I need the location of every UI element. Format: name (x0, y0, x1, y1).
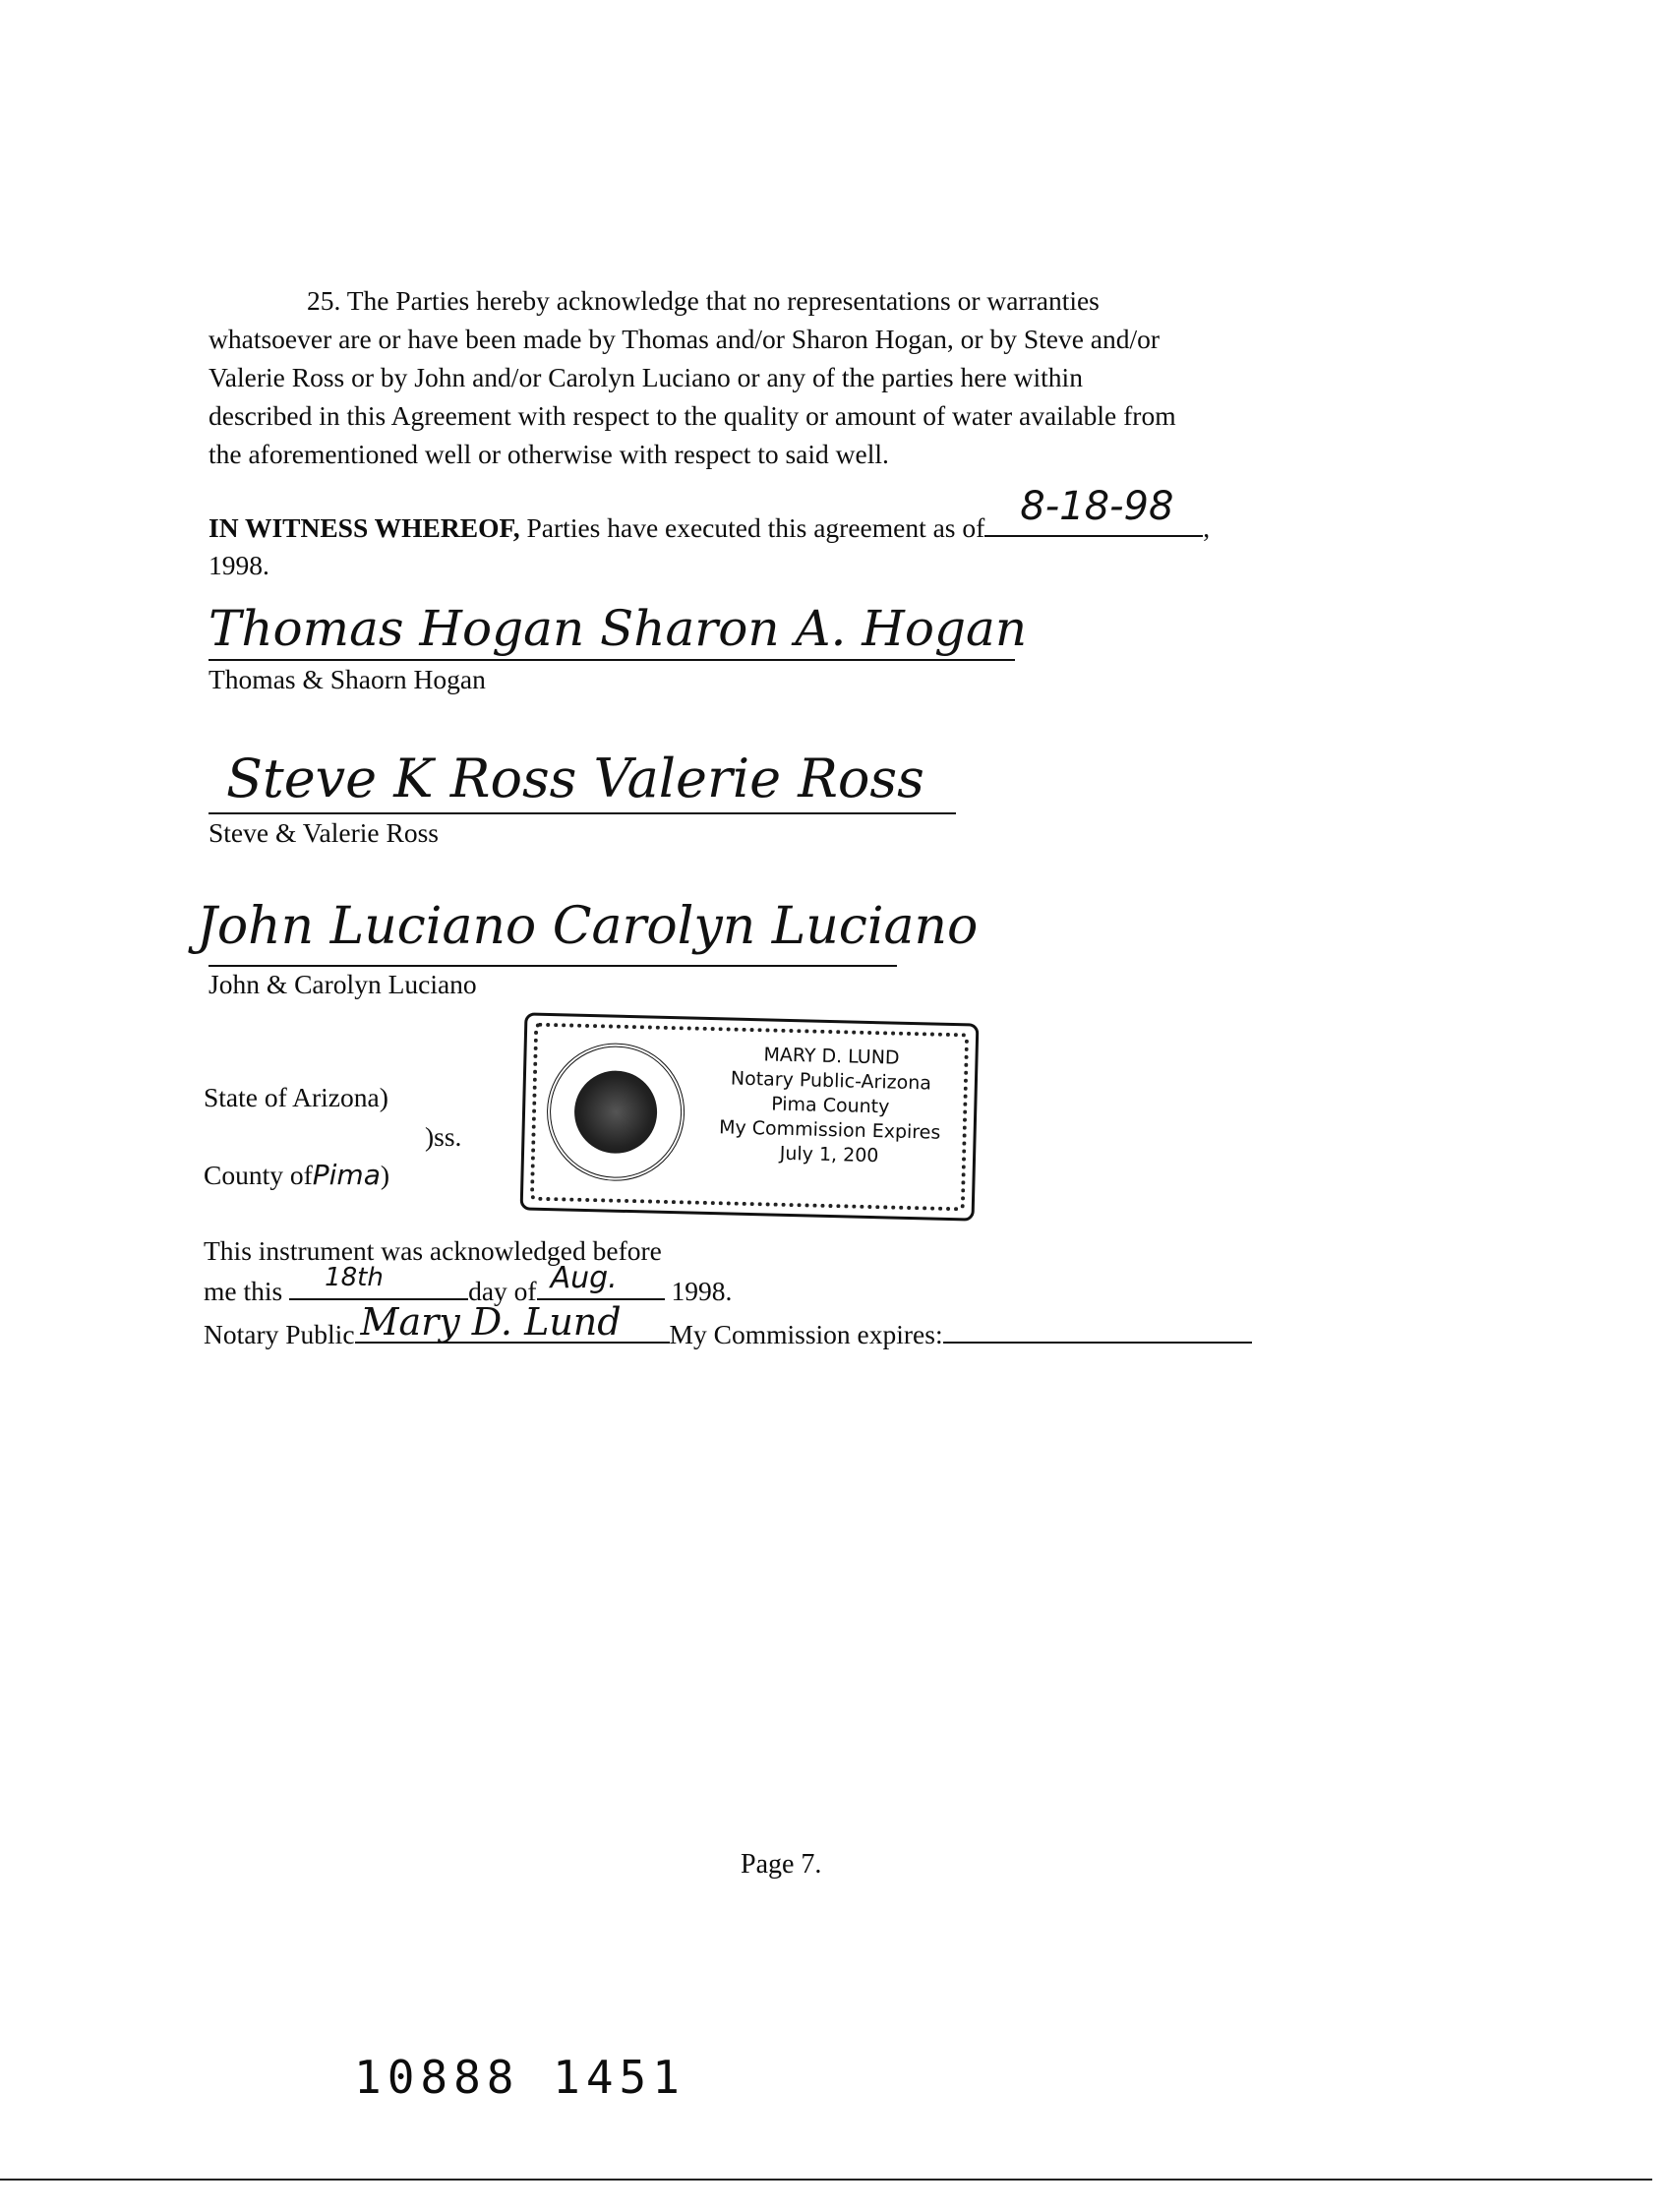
party-printed-name: Steve & Valerie Ross (208, 817, 439, 848)
ross-signatures: Steve K Ross Valerie Ross (226, 747, 924, 809)
execution-date-field (984, 484, 1203, 537)
clause-line: 25. The Parties hereby acknowledge that no representations or warranties (307, 285, 1100, 316)
witness-year: 1998. (208, 550, 269, 580)
notary-signature: Mary D. Lund (360, 1300, 622, 1344)
party-printed-name: Thomas & Shaorn Hogan (208, 664, 486, 694)
bottom-rule (0, 2179, 1652, 2181)
month-field (537, 1261, 665, 1300)
clause-25 (208, 281, 1408, 473)
notary-county (204, 1159, 389, 1191)
stamp-line: Notary Public-Arizona (730, 1067, 932, 1095)
clause-line: the aforementioned well or otherwise with respect to said well. (208, 439, 889, 469)
clause-line: Valerie Ross or by John and/or Carolyn Luciano or any of the parties here within (208, 362, 1083, 392)
witness-comma: , (1203, 512, 1211, 543)
notary-signature-field (355, 1300, 670, 1344)
commission-expires-field (943, 1314, 1252, 1344)
acknowledgement-line: This instrument was acknowledged before (204, 1235, 662, 1266)
stamp-line: MARY D. LUND (763, 1044, 900, 1069)
stamp-line: July 1, 200 (779, 1142, 879, 1167)
notary-stamp (520, 1012, 980, 1221)
notary-public-label: Notary Public (204, 1319, 355, 1349)
signature-line (208, 659, 1015, 661)
notary-ss: )ss. (425, 1121, 462, 1152)
record-number: 10888 1451 (354, 2051, 685, 2104)
county-handwritten: Pima (312, 1159, 381, 1191)
witness-statement (208, 484, 1211, 584)
hogan-signatures: Thomas Hogan Sharon A. Hogan (208, 600, 1028, 657)
county-suffix: ) (380, 1160, 390, 1190)
commission-label: My Commission expires: (669, 1319, 943, 1349)
witness-text: Parties have executed this agreement as of (519, 512, 985, 543)
me-this: me this (204, 1276, 283, 1306)
signature-line (208, 812, 956, 814)
stamp-line: Pima County (770, 1093, 890, 1118)
signature-line (208, 965, 897, 967)
day-field (289, 1263, 468, 1300)
ack-year: 1998. (671, 1276, 733, 1306)
clause-line: whatsoever are or have been made by Thomas and/or Sharon Hogan, or by Steve and/or (208, 324, 1161, 354)
notary-public-line (204, 1300, 1252, 1350)
stamp-line: My Commission Expires (718, 1116, 941, 1144)
clause-line: described in this Agreement with respect to the quality or amount of water available from (208, 400, 1176, 431)
notary-state: State of Arizona) (204, 1082, 388, 1112)
execution-date-handwritten: 8-18-98 (1020, 484, 1174, 529)
stamp-text (691, 1042, 970, 1171)
witness-heading: IN WITNESS WHEREOF, (208, 512, 520, 543)
party-printed-name: John & Carolyn Luciano (208, 969, 477, 999)
luciano-signatures: John Luciano Carolyn Luciano (197, 897, 979, 956)
county-prefix: County of (204, 1160, 313, 1190)
day-handwritten: 18th (325, 1263, 384, 1292)
day-of: day of (468, 1276, 537, 1306)
page-number: Page 7. (741, 1849, 822, 1880)
month-handwritten: Aug. (550, 1261, 618, 1295)
